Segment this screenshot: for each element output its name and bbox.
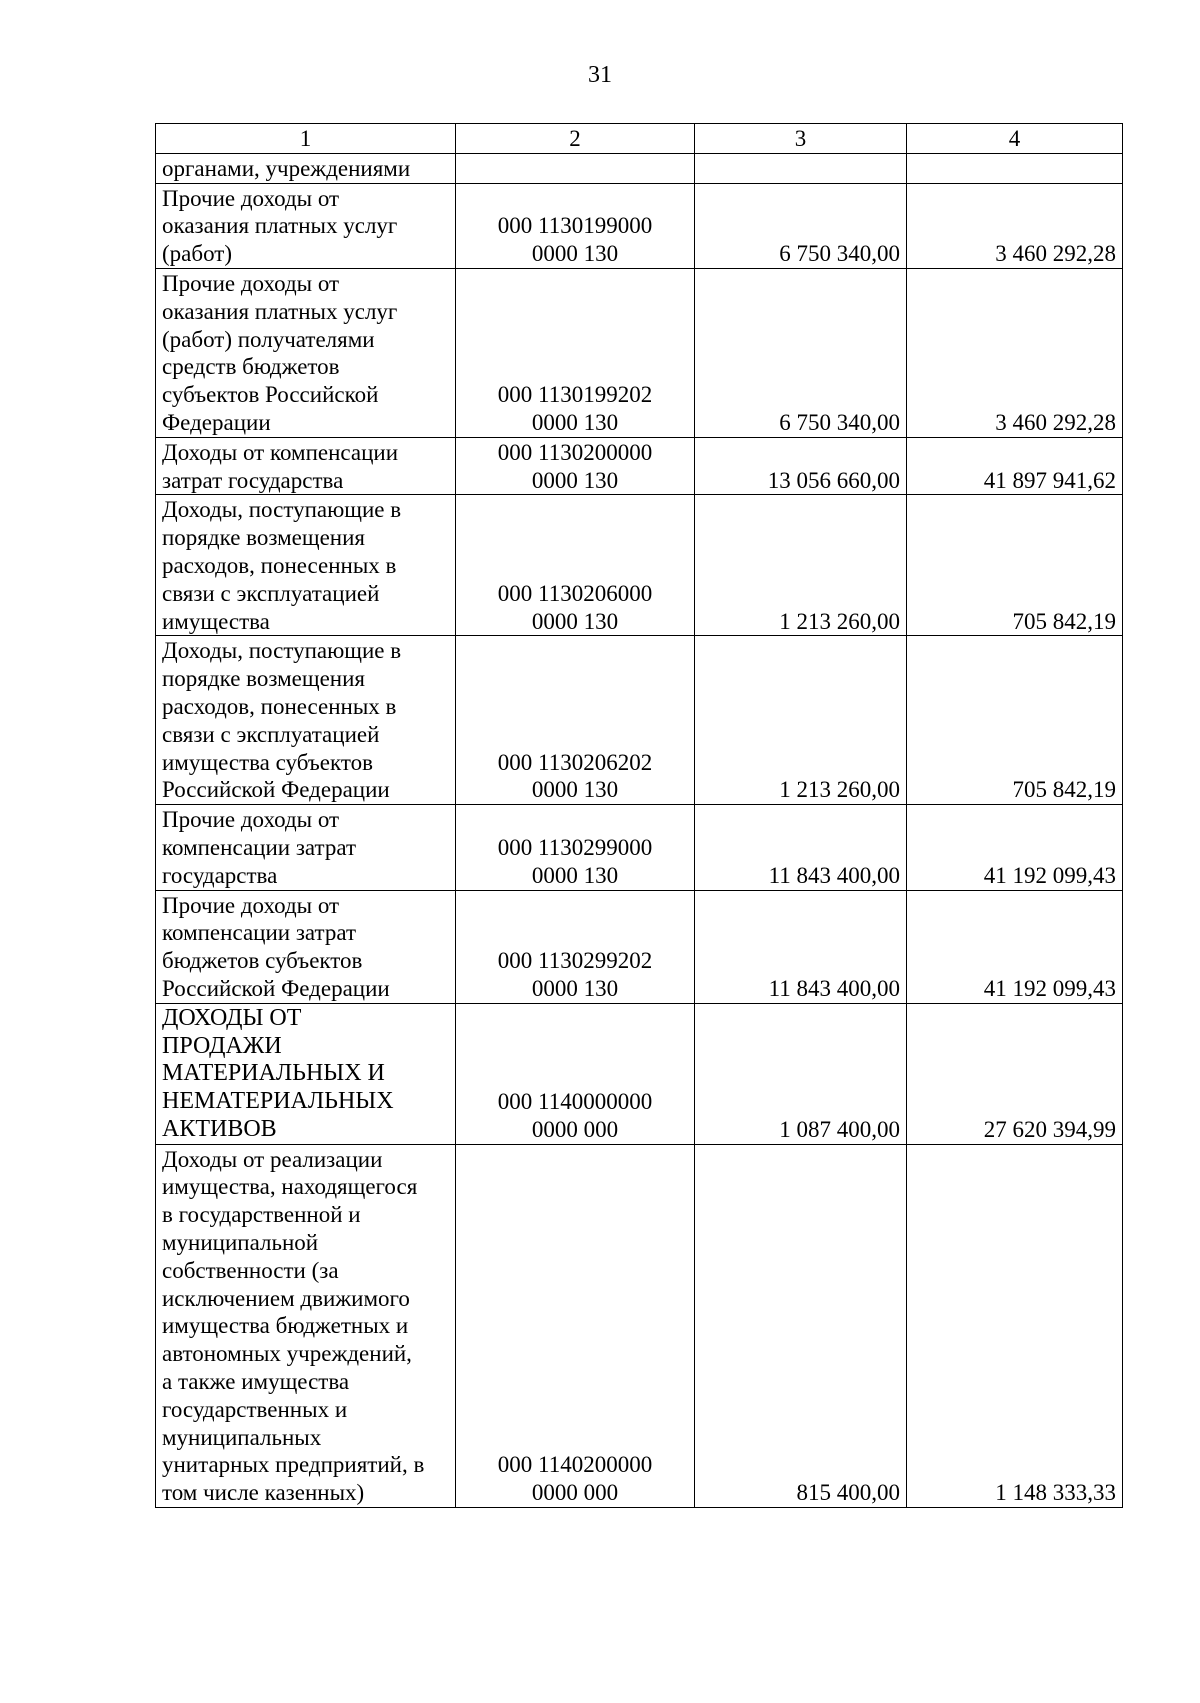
planned-amount-cell: 6 750 340,00 <box>695 183 907 268</box>
planned-amount-cell: 815 400,00 <box>695 1144 907 1507</box>
revenue-name-cell: Прочие доходы от компенсации затрат бюджетов субъектов Российской Федерации <box>156 890 456 1003</box>
revenue-name-cell: Прочие доходы от компенсации затрат государства <box>156 805 456 890</box>
table-row <box>156 1003 1123 1144</box>
actual-amount-cell: 705 842,19 <box>907 495 1123 636</box>
table-row <box>156 890 1123 1003</box>
revenue-name-cell: Доходы, поступающие в порядке возмещения расходов, понесенных в связи с эксплуатацией имущества субъектов Российской Федерации <box>156 636 456 805</box>
classification-code-cell: 000 1130206000 0000 130 <box>456 495 695 636</box>
revenue-name-cell: Доходы от компенсации затрат государства <box>156 437 456 495</box>
actual-amount-cell: 41 192 099,43 <box>907 890 1123 1003</box>
table-row <box>156 805 1123 890</box>
planned-amount-cell <box>695 153 907 183</box>
revenue-name-cell: органами, учреждениями <box>156 153 456 183</box>
classification-code-cell: 000 1130299000 0000 130 <box>456 805 695 890</box>
classification-code-cell: 000 1130206202 0000 130 <box>456 636 695 805</box>
classification-code-cell: 000 1130199202 0000 130 <box>456 268 695 437</box>
revenue-name-cell: ДОХОДЫ ОТ ПРОДАЖИ МАТЕРИАЛЬНЫХ И НЕМАТЕРИАЛЬНЫХ АКТИВОВ <box>156 1003 456 1144</box>
budget-revenue-table <box>155 123 1123 1508</box>
classification-code-cell: 000 1130299202 0000 130 <box>456 890 695 1003</box>
column-header: 2 <box>456 124 695 154</box>
column-header: 4 <box>907 124 1123 154</box>
actual-amount-cell: 41 897 941,62 <box>907 437 1123 495</box>
actual-amount-cell: 3 460 292,28 <box>907 183 1123 268</box>
actual-amount-cell: 1 148 333,33 <box>907 1144 1123 1507</box>
classification-code-cell <box>456 153 695 183</box>
table-row <box>156 636 1123 805</box>
planned-amount-cell: 1 087 400,00 <box>695 1003 907 1144</box>
table-row <box>156 1144 1123 1507</box>
column-header: 3 <box>695 124 907 154</box>
classification-code-cell: 000 1140200000 0000 000 <box>456 1144 695 1507</box>
page-number: 31 <box>588 62 612 88</box>
revenue-name-cell: Прочие доходы от оказания платных услуг (работ) получателями средств бюджетов субъектов Российской Федерации <box>156 268 456 437</box>
planned-amount-cell: 6 750 340,00 <box>695 268 907 437</box>
planned-amount-cell: 1 213 260,00 <box>695 495 907 636</box>
revenue-name-cell: Доходы, поступающие в порядке возмещения расходов, понесенных в связи с эксплуатацией имущества <box>156 495 456 636</box>
actual-amount-cell: 3 460 292,28 <box>907 268 1123 437</box>
table-row <box>156 495 1123 636</box>
actual-amount-cell: 27 620 394,99 <box>907 1003 1123 1144</box>
planned-amount-cell: 13 056 660,00 <box>695 437 907 495</box>
actual-amount-cell: 705 842,19 <box>907 636 1123 805</box>
classification-code-cell: 000 1130199000 0000 130 <box>456 183 695 268</box>
actual-amount-cell: 41 192 099,43 <box>907 805 1123 890</box>
table-row <box>156 183 1123 268</box>
revenue-name-cell: Прочие доходы от оказания платных услуг (работ) <box>156 183 456 268</box>
column-header: 1 <box>156 124 456 154</box>
classification-code-cell: 000 1130200000 0000 130 <box>456 437 695 495</box>
table-row <box>156 437 1123 495</box>
classification-code-cell: 000 1140000000 0000 000 <box>456 1003 695 1144</box>
planned-amount-cell: 11 843 400,00 <box>695 805 907 890</box>
table-row <box>156 268 1123 437</box>
planned-amount-cell: 11 843 400,00 <box>695 890 907 1003</box>
planned-amount-cell: 1 213 260,00 <box>695 636 907 805</box>
revenue-name-cell: Доходы от реализации имущества, находящегося в государственной и муниципальной собственности (за исключением движимого имущества бюджетных и автономных учреждений, а также имущества государственных и муниципальных унитарных предприятий, в том числе казенных) <box>156 1144 456 1507</box>
table-row <box>156 153 1123 183</box>
table-header-row <box>156 124 1123 154</box>
actual-amount-cell <box>907 153 1123 183</box>
